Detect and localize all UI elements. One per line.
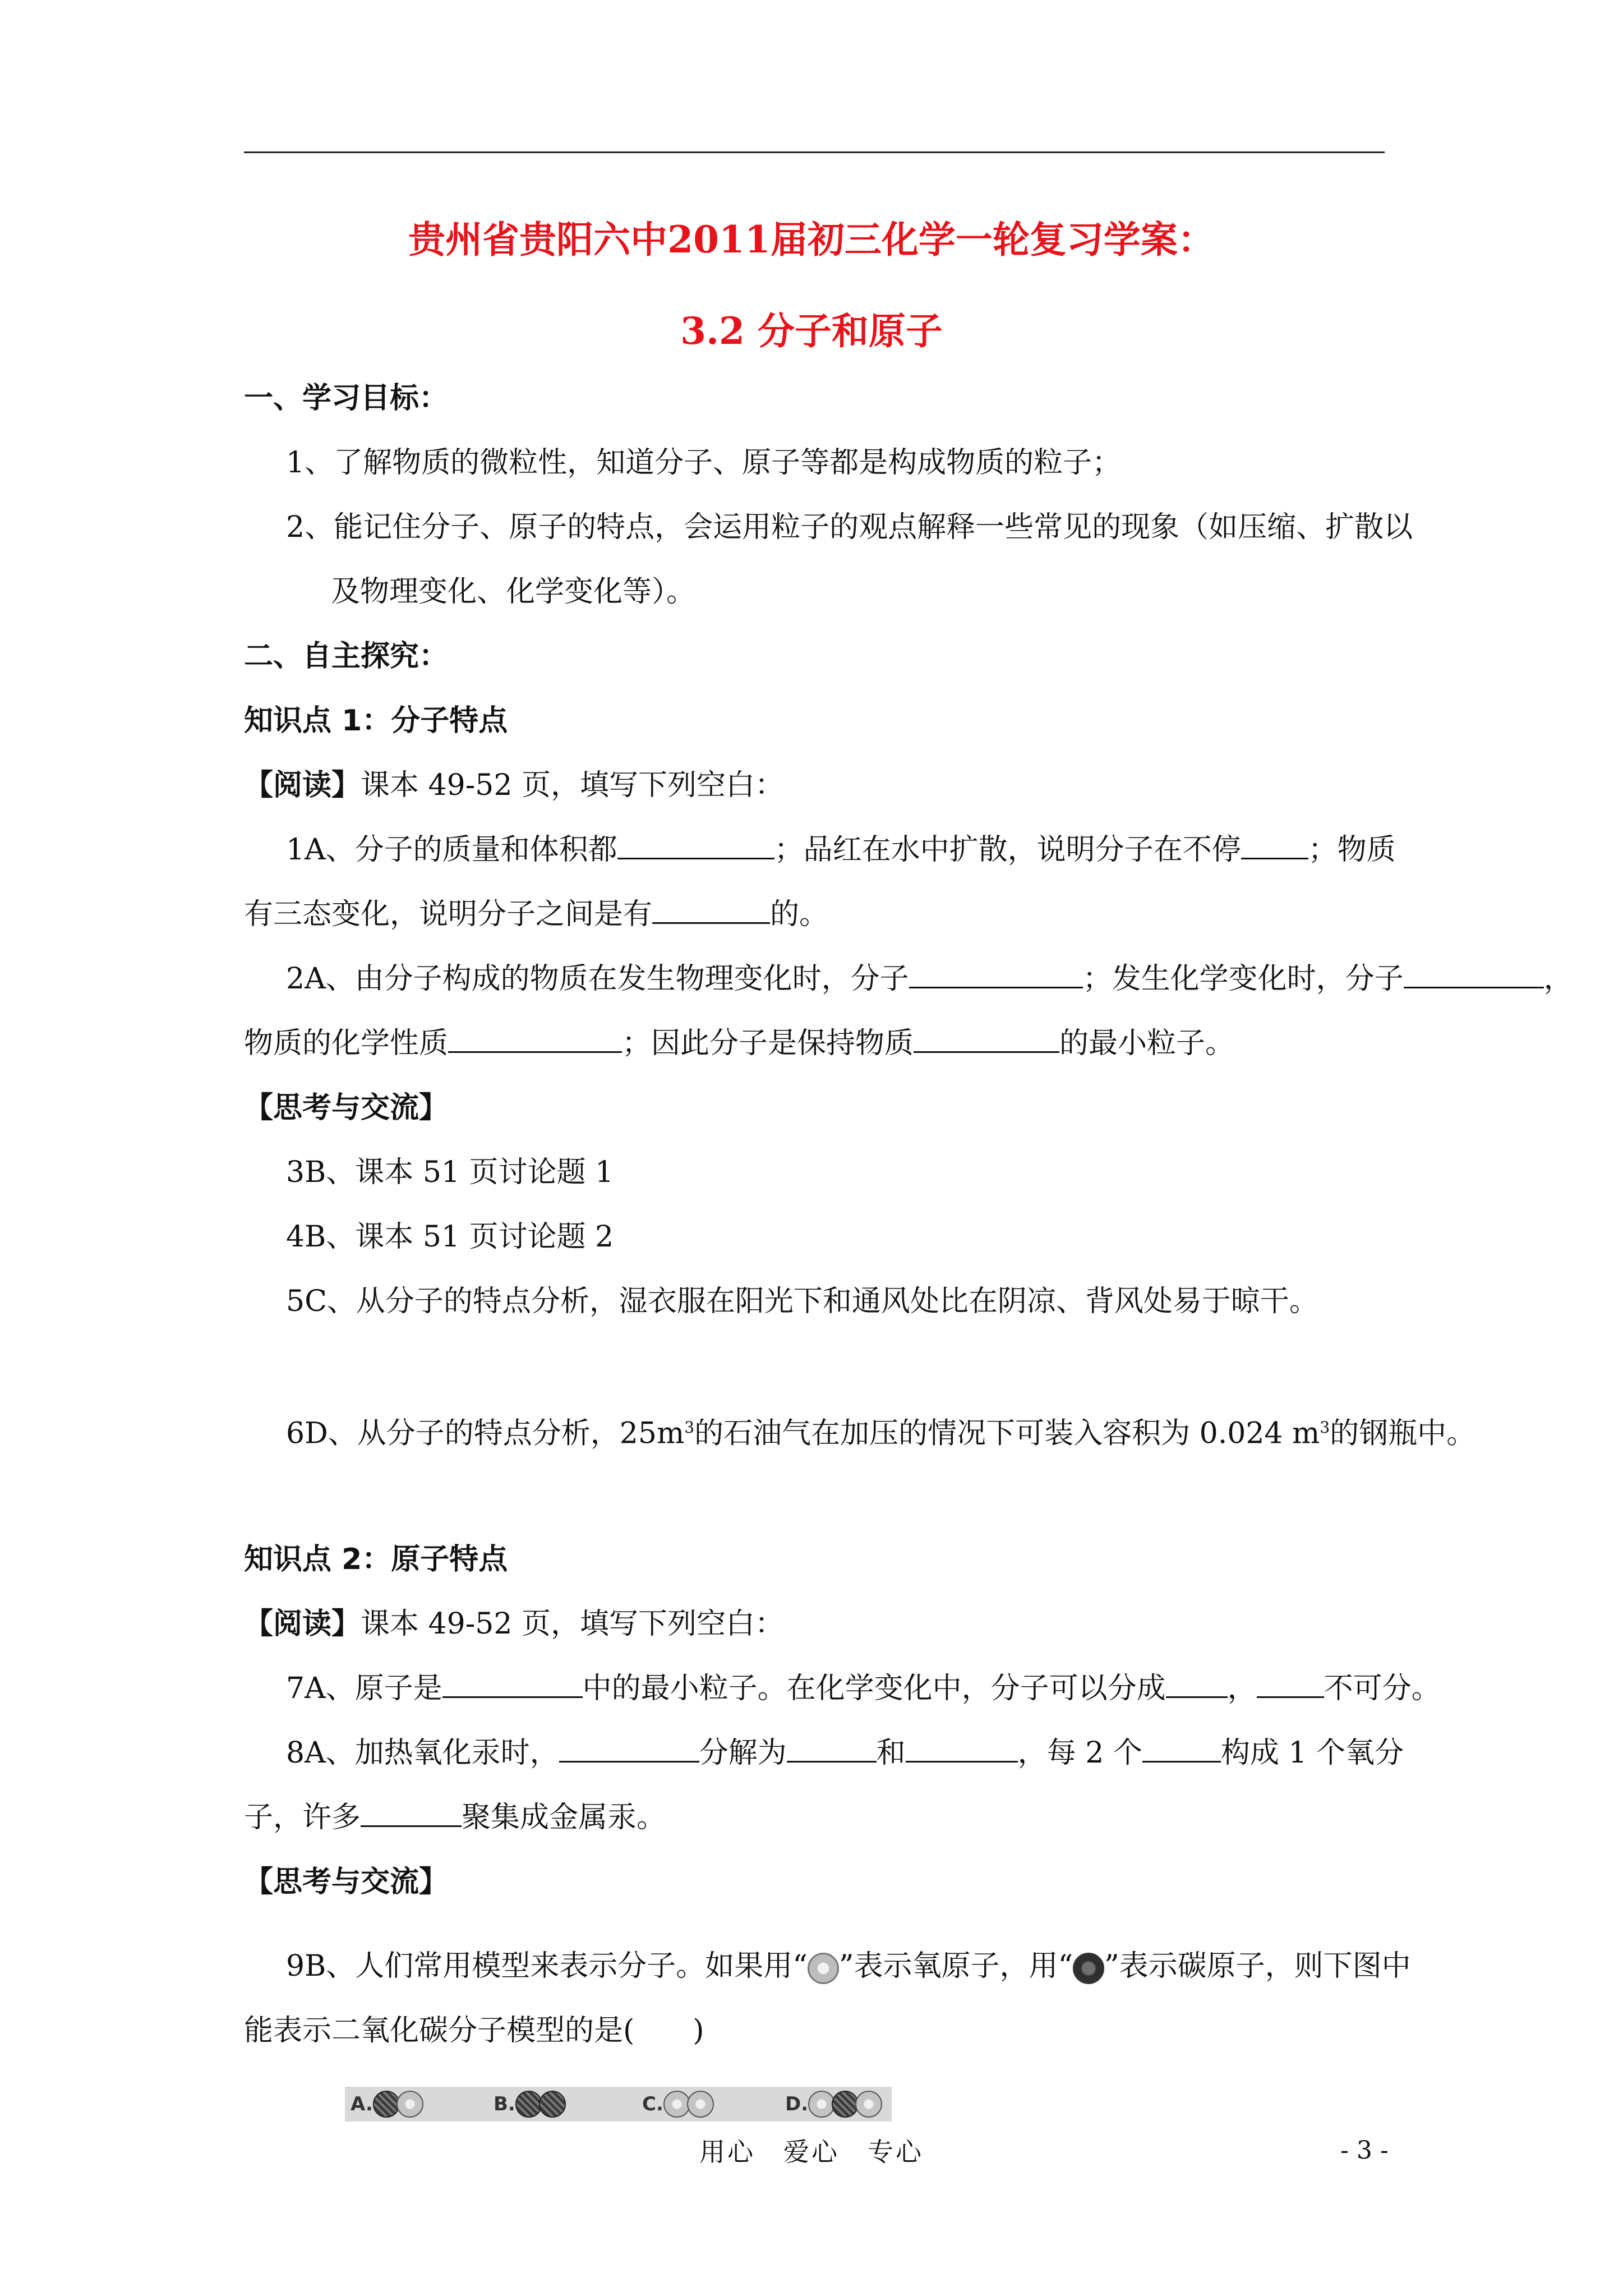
q9a-text-1: 9B、人们常用模型来表示分子。如果用“	[286, 1949, 808, 1983]
oxygen-atom-icon	[687, 2091, 714, 2118]
oxygen-atom-icon	[808, 1953, 839, 1984]
question-4: 4B、课本 51 页讨论题 2	[286, 1220, 614, 1254]
q7-text-1: 7A、原子是	[286, 1672, 442, 1705]
q2a-text-2: ；发生化学变化时，分子	[1082, 962, 1404, 996]
q1b-text-1: 有三态变化，说明分子之间是有	[244, 898, 653, 931]
read-label-2: 【阅读】	[244, 1607, 361, 1641]
page-number: - 3 -	[1340, 2136, 1389, 2165]
read-text: 课本 49-52 页，填写下列空白：	[361, 769, 784, 802]
q2a-blank-1[interactable]	[909, 958, 1083, 988]
oxygen-atom-icon	[855, 2091, 882, 2118]
q6-sup-1: 3	[684, 1418, 695, 1437]
carbon-atom-icon	[832, 2091, 859, 2118]
section-heading-goals: 一、学习目标：	[244, 381, 449, 415]
oxygen-atom-icon	[396, 2091, 423, 2118]
q1a-text-2: ；品红在水中扩散，说明分子在不停	[774, 833, 1241, 867]
question-8a	[286, 1731, 1404, 1775]
q2b-text-2: ；因此分子是保持物质	[622, 1027, 914, 1060]
carbon-atom-icon	[373, 2091, 400, 2118]
q6-text-1: 6D、从分子的特点分析，25m	[286, 1416, 685, 1451]
q8b-text-2: 聚集成金属汞。	[462, 1801, 666, 1834]
q8b-blank-1[interactable]	[361, 1796, 462, 1827]
doc-subtitle: 3.2 分子和原子	[680, 309, 943, 353]
q2b-text-1: 物质的化学性质	[244, 1027, 449, 1060]
q1b-text-2: 的。	[770, 898, 829, 931]
choice-a[interactable]	[351, 2090, 423, 2118]
read-instruction-2	[244, 1602, 784, 1646]
think-heading-1: 【思考与交流】	[244, 1091, 449, 1125]
question-3: 3B、课本 51 页讨论题 1	[286, 1156, 614, 1189]
q7-blank-1[interactable]	[442, 1667, 583, 1698]
knowledge-point-2: 知识点 2：原子特点	[244, 1543, 508, 1576]
q8a-text-5: 构成 1 个氧分	[1220, 1736, 1404, 1770]
choice-d[interactable]	[785, 2090, 882, 2118]
q2a-text-3: ，	[1543, 962, 1573, 996]
q8a-blank-3[interactable]	[906, 1732, 1018, 1763]
q9a-text-2: ”表示氧原子，用“	[838, 1949, 1073, 1983]
q1b-blank-1[interactable]	[652, 893, 770, 924]
question-8b	[244, 1795, 666, 1840]
q6-text-2: 的石油气在加压的情况下可装入容积为 0.024 m	[694, 1416, 1320, 1451]
question-1a	[286, 827, 1396, 872]
q9a-text-3: ”表示碳原子，则下图中	[1104, 1949, 1411, 1983]
q8a-text-2: 分解为	[699, 1736, 787, 1770]
question-2b	[244, 1021, 1234, 1066]
question-5: 5C、从分子的特点分析，湿衣服在阳光下和通风处比在阴凉、背风处易于晾干。	[286, 1285, 1318, 1318]
think-heading-2: 【思考与交流】	[244, 1865, 449, 1899]
doc-title: 贵州省贵阳六中2011届初三化学一轮复习学案：	[408, 218, 1215, 261]
choice-b-label: B.	[494, 2093, 515, 2115]
read-instruction-1	[244, 763, 784, 808]
q8a-text-3: 和	[876, 1736, 906, 1770]
q7-blank-2[interactable]	[1166, 1667, 1228, 1698]
q2a-blank-2[interactable]	[1404, 958, 1544, 988]
footer-motto: 用心 爱心 专心	[699, 2137, 924, 2167]
q8a-text-4: ，每 2 个	[1017, 1736, 1142, 1770]
question-6	[286, 1405, 1476, 1456]
question-7	[286, 1666, 1441, 1711]
choice-a-label: A.	[351, 2093, 373, 2115]
choice-c[interactable]	[642, 2090, 714, 2118]
question-1b	[244, 892, 828, 937]
choice-d-label: D.	[785, 2093, 809, 2115]
goal-2b: 及物理变化、化学变化等）。	[331, 575, 696, 609]
q1a-text-3: ；物质	[1308, 833, 1396, 867]
carbon-atom-icon	[515, 2091, 542, 2118]
q2a-text-1: 2A、由分子构成的物质在发生物理变化时，分子	[286, 962, 909, 996]
section-heading-explore: 二、自主探究：	[244, 639, 449, 673]
oxygen-atom-icon	[808, 2091, 835, 2118]
read-label: 【阅读】	[244, 769, 361, 802]
read-text-2: 课本 49-52 页，填写下列空白：	[361, 1607, 784, 1641]
q7-text-2: 中的最小粒子。在化学变化中，分子可以分成	[582, 1672, 1166, 1705]
q8a-blank-4[interactable]	[1142, 1732, 1221, 1763]
q1a-text-1: 1A、分子的质量和体积都	[286, 833, 617, 867]
molecule-choices-figure	[345, 2087, 892, 2122]
q1a-blank-2[interactable]	[1241, 829, 1308, 859]
q8b-text-1: 子，许多	[244, 1801, 361, 1834]
carbon-atom-icon	[539, 2091, 566, 2118]
q6-sup-2: 3	[1320, 1418, 1330, 1437]
q2b-text-3: 的最小粒子。	[1059, 1027, 1235, 1060]
header-rule	[244, 151, 1385, 153]
goal-1: 1、了解物质的微粒性，知道分子、原子等都是构成物质的粒子；	[286, 446, 1122, 480]
knowledge-point-1: 知识点 1：分子特点	[244, 704, 508, 738]
q7-text-4: 不可分。	[1324, 1672, 1441, 1705]
choice-b[interactable]	[494, 2090, 566, 2118]
q8a-text-1: 8A、加热氧化汞时，	[286, 1736, 559, 1770]
question-2a	[286, 956, 1573, 1001]
q7-text-3: ，	[1227, 1672, 1257, 1705]
q2b-blank-1[interactable]	[448, 1022, 622, 1053]
q6-text-3: 的钢瓶中。	[1330, 1416, 1476, 1451]
question-9a	[286, 1944, 1411, 1989]
oxygen-atom-icon	[663, 2091, 690, 2118]
question-9b: 能表示二氧化碳分子模型的是( )	[244, 2014, 704, 2047]
q2b-blank-2[interactable]	[914, 1022, 1059, 1053]
q7-blank-3[interactable]	[1257, 1667, 1324, 1698]
choice-c-label: C.	[642, 2093, 663, 2115]
goal-2a: 2、能记住分子、原子的特点，会运用粒子的观点解释一些常见的现象（如压缩、扩散以	[286, 510, 1413, 544]
q8a-blank-1[interactable]	[559, 1732, 699, 1763]
q8a-blank-2[interactable]	[787, 1732, 877, 1763]
carbon-atom-icon	[1073, 1953, 1104, 1984]
q1a-blank-1[interactable]	[617, 829, 774, 859]
